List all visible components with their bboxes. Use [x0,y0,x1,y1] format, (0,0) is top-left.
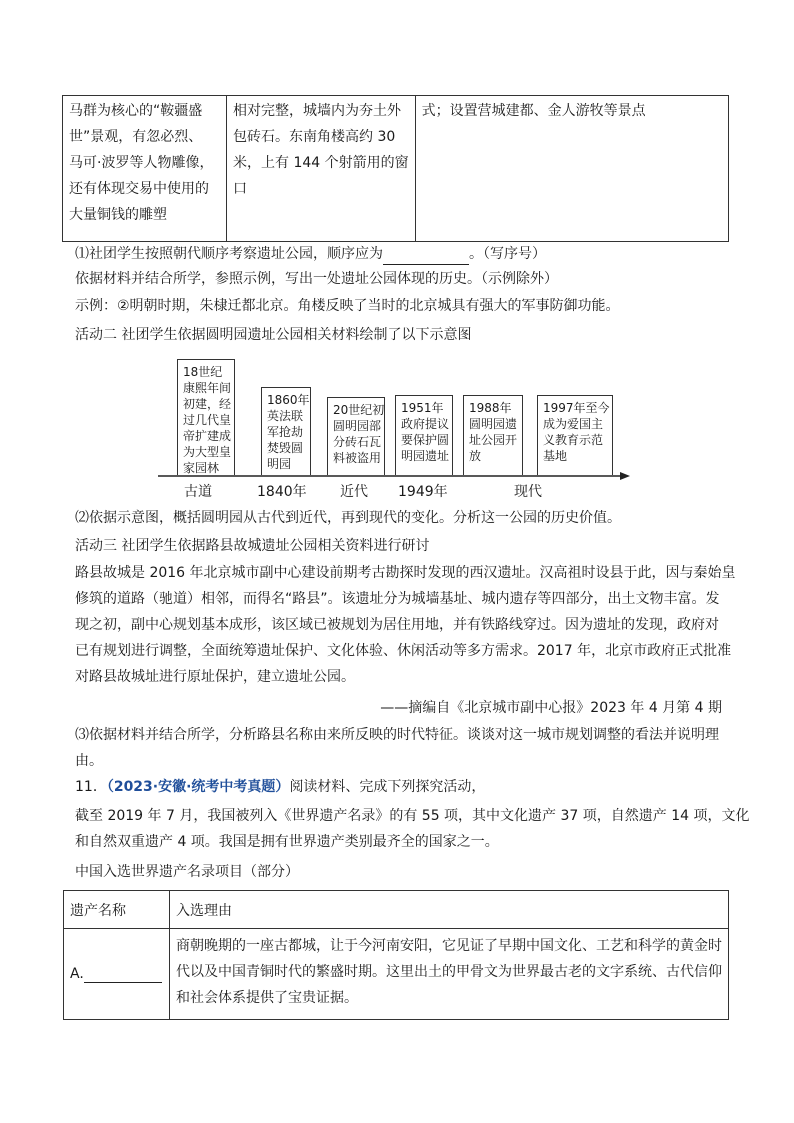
header-name: 遗产名称 [70,902,126,919]
passage-line: 现之初，副中心规划基本成形，该区域已被规划为居住用地，并有铁路线穿过。因为遗址的发现，政府对 [75,617,719,633]
cell-line: 商朝晚期的一座古都城，让于今河南安阳，它见证了早期中国文化、工艺和科学的黄金时 [176,938,722,954]
box-line: 放 [469,449,482,463]
cell-line: 代以及中国青铜时代的繁盛时期。这里出土的甲骨文为世界最古老的文字系统、古代信仰 [176,964,722,980]
box-line: 帝扩建成 [183,429,232,443]
header-reason: 入选理由 [176,902,232,919]
q11-heading [75,777,485,797]
passage-line: 对路县故城址进行原址保护，建立遗址公园。 [75,669,355,685]
paragraph-line: 截至 2019 年 7 月，我国被列入《世界遗产名录》的有 55 项，其中文化遗产 37 项，自然遗产 14 项，文化 [75,808,750,824]
passage-line: 路县故城是 2016 年北京城市副中心建设前期考古勘探时发现的西汉遗址。汉高祖时设县于此，因与秦始皇 [75,565,736,581]
box-line: 址公园开 [469,433,518,447]
cell-line: 还有体现交易中使用的 [69,181,209,197]
q1-instruction: 依据材料并结合所学，参照示例，写出一处遗址公园体现的历史。（示例除外） [75,271,558,287]
box-line: 康熙年间 [183,381,232,395]
box-line: 英法联 [267,409,304,423]
cell-line: 大量铜钱的雕塑 [69,207,167,223]
passage-line: 已有规划进行调整，全面统筹遗址保护、文化体验、休闲活动等多方需求。2017 年，北京市政府正式批准 [75,643,732,659]
timeline-label: 近代 [340,484,368,500]
answer-blank[interactable] [383,244,469,265]
timeline-label: 古道 [184,484,212,500]
question-number: 11． [75,779,107,795]
table-title: 中国入选世界遗产名录项目（部分） [75,864,299,880]
box-line: 政府提议 [401,417,450,431]
box-line: 1860年 [267,393,310,407]
q3 [75,722,725,774]
timeline-axis [150,355,640,485]
row-label-cell [64,929,170,1020]
timeline-label: 现代 [514,484,542,500]
cell-line: 口 [233,181,247,197]
header-reason-cell [170,891,729,929]
box-line: 初建，经 [183,397,232,411]
q3-line: 由。 [75,753,103,769]
source-tag: （2023·安徽·统考中考真题） [106,779,290,795]
q11-paragraph [75,803,750,855]
box-line: 圆明园遗 [469,417,518,431]
activity2-heading: 活动二 社团学生依据圆明园遗址公园相关材料绘制了以下示意图 [75,327,472,343]
box-line: 1997年至今 [543,401,610,415]
box-line: 焚毁圆 [267,441,304,455]
cell-line: 世”景观，有忽必烈、 [69,129,203,145]
box-line: 家园林 [183,461,220,475]
answer-blank[interactable] [84,966,162,983]
row-label: A. [70,965,84,982]
cell-line: 和社会体系提供了宝贵证据。 [176,990,358,1006]
question-text: 阅读材料、完成下列探究活动， [289,779,486,795]
box-line: 成为爱国主 [543,417,604,431]
cell-line: 米，上有 144 个射箭用的窗 [233,155,409,171]
box-line: 分砖石瓦 [333,435,382,449]
top-table-col2 [227,96,416,242]
top-table [62,95,729,242]
box-line: 圆明园部 [333,419,382,433]
passage [75,560,736,690]
box-line: 要保护圆 [401,433,450,447]
heritage-table [63,890,729,1020]
top-table-col1 [63,96,227,242]
timeline-label: 1840年 [257,484,307,500]
cell-line: 相对完整，城墙内为夯土外 [233,103,401,119]
cell-line: 马可·波罗等人物雕像， [69,155,214,171]
box-line: 20世纪初 [333,403,385,417]
q1-line: ⑴社团学生按照朝代顺序考察遗址公园，顺序应为 。（写序号） [75,244,546,265]
box-line: 军抢劫 [267,425,304,439]
box-line: 料被盗用 [333,451,382,465]
row-reason-cell [170,929,729,1020]
passage-line: 修筑的道路（驰道）相邻，而得名“路县”。该遗址分为城墙基址、城内遗存等四部分，出土文物丰富。发 [75,591,720,607]
example-line: 示例：②明朝时期，朱棣迁都北京。角楼反映了当时的北京城具有强大的军事防御功能。 [75,298,620,314]
timeline-label: 1949年 [398,484,448,500]
paragraph-line: 和自然双重遗产 4 项。我国是拥有世界遗产类别最齐全的国家之一。 [75,834,499,850]
box-line: 18世纪 [183,365,223,379]
q2-line: ⑵依据示意图，概括圆明园从古代到近代，再到现代的变化。分析这一公园的历史价值。 [75,510,621,526]
q3-line: ⑶依据材料并结合所学，分析路县名称由来所反映的时代特征。谈谈对这一城市规划调整的看法并说明理 [75,727,719,743]
cell-line: 式；设置营城建都、金人游牧等景点 [421,103,646,119]
timeline-diagram [150,355,640,505]
box-line: 1988年 [469,401,512,415]
box-line: 明园 [267,457,292,471]
box-line: 义教育示范 [543,433,604,447]
axis-arrow [620,472,630,480]
header-name-cell [64,891,170,929]
box-line: 明园遗址 [401,449,450,463]
box-line: 基地 [543,449,568,463]
activity3-heading: 活动三 社团学生依据路县故城遗址公园相关资料进行研讨 [75,538,430,554]
box-line: 1951年 [401,401,444,415]
top-table-col3 [415,96,728,242]
cell-line: 马群为核心的“鞍疆盛 [69,103,203,119]
box-line: 为大型皇 [183,445,232,459]
cell-line: 包砖石。东南角楼高约 30 [233,129,396,145]
source-citation: ——摘编自《北京城市副中心报》2023 年 4 月第 4 期 [380,700,722,716]
box-line: 过几代皇 [183,413,232,427]
